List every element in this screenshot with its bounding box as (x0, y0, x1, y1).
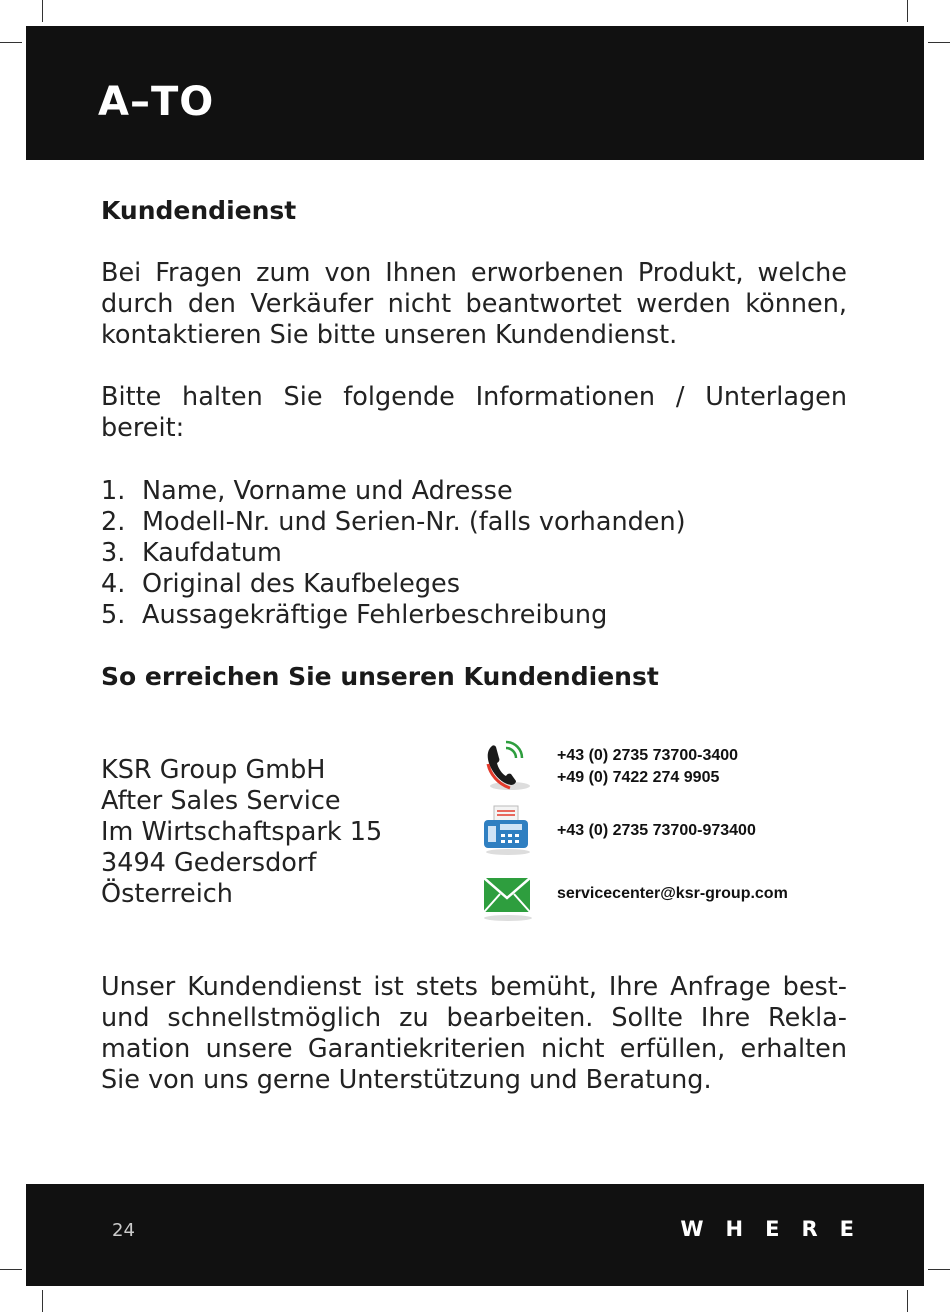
footer-band (26, 1184, 924, 1286)
list-item: 3. Kaufdatum (101, 538, 282, 568)
info-list-block (101, 476, 847, 631)
fax-icon (478, 804, 536, 856)
list-item: 5. Aussagekräftige Fehlerbeschreibung (101, 600, 608, 630)
street: Im Wirtschaftspark 15 (101, 817, 383, 847)
phone-icon (478, 740, 536, 792)
fax-number[interactable]: +43 (0) 2735 73700-973400 (557, 822, 756, 839)
address-block (101, 755, 382, 910)
page-number: 24 (112, 1220, 135, 1241)
info-list (101, 476, 847, 631)
closing-block (101, 972, 847, 1096)
phone-number[interactable]: +43 (0) 2735 73700-3400 (557, 747, 739, 764)
crop-mark (42, 0, 43, 22)
header-band (26, 26, 924, 160)
email-address[interactable]: servicecenter@ksr-group.com (557, 885, 788, 902)
crop-mark (907, 0, 908, 22)
prepare-paragraph: Bitte halten Sie folgende Informationen / Unterlagen bereit: (101, 382, 847, 443)
brand-wordmark: WHERE (680, 1217, 876, 1241)
city: 3494 Gedersdorf (101, 848, 317, 878)
section-customer-service (101, 196, 847, 226)
company-name: KSR Group GmbH (101, 755, 326, 785)
phone-numbers (557, 745, 738, 789)
crop-mark (928, 42, 950, 43)
phone-number[interactable]: +49 (0) 7422 274 9905 (557, 769, 720, 786)
section-contact (101, 662, 847, 692)
list-item: 2. Modell-Nr. und Serien-Nr. (falls vorhanden) (101, 507, 686, 537)
crop-mark (0, 1269, 22, 1270)
intro-paragraph: Bei Fragen zum von Ihnen erworbenen Produkt, welche durch den Verkäufer nicht beantwortet werden können, kontaktieren Sie bitte unseren Kundendienst. (101, 258, 847, 350)
crop-mark (928, 1269, 950, 1270)
crop-mark (42, 1290, 43, 1312)
list-item: 1. Name, Vorname und Adresse (101, 476, 513, 506)
contact-title: So erreichen Sie unseren Kundendienst (101, 662, 659, 691)
crop-mark (907, 1290, 908, 1312)
section-title: Kundendienst (101, 196, 297, 225)
logo: A–TO (98, 79, 215, 125)
crop-mark (0, 42, 22, 43)
intro-paragraph-block (101, 258, 847, 351)
department: After Sales Service (101, 786, 341, 816)
email-icon (478, 870, 536, 922)
country: Österreich (101, 879, 233, 909)
prepare-paragraph-block (101, 382, 847, 444)
list-item: 4. Original des Kaufbeleges (101, 569, 461, 599)
closing-paragraph: Unser Kundendienst ist stets bemüht, Ihre Anfrage best- und schnellstmöglich zu bearbeiten. Sollte Ihre Rekla- mation unsere Garantiekriterien nicht erfüllen, erhalten Sie von uns gerne Unterstützung und Beratung. (101, 972, 847, 1095)
